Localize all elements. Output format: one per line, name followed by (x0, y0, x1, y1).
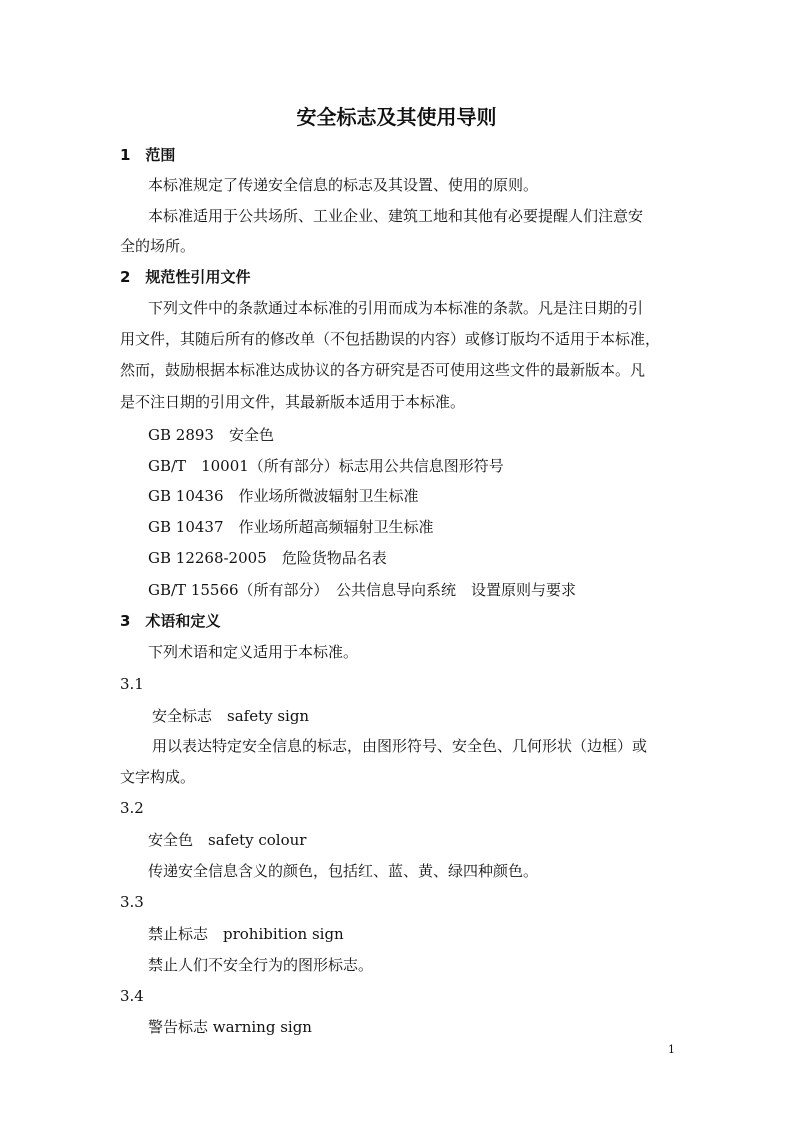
text-line: 文字构成。 (120, 768, 196, 786)
document-title: 安全标志及其使用导则 (296, 105, 497, 129)
text-line: 本标准适用于公共场所、工业企业、建筑工地和其他有必要提醒人们注意安 (148, 207, 644, 225)
text-line: 全的场所。 (120, 237, 196, 255)
text-line: 是不注日期的引用文件，其最新版本适用于本标准。 (120, 393, 466, 411)
text-line: 3.3 (120, 893, 144, 911)
text-line: GB 10436 作业场所微波辐射卫生标准 (148, 487, 419, 505)
text-line: GB/T 10001（所有部分）标志用公共信息图形符号 (148, 457, 504, 475)
text-line: 安全色 safety colour (148, 831, 307, 849)
text-line: 然而，鼓励根据本标准达成协议的各方研究是否可使用这些文件的最新版本。凡 (120, 361, 646, 379)
text-line: 下列术语和定义适用于本标准。 (148, 643, 359, 661)
text-line: GB/T 15566（所有部分） 公共信息导向系统 设置原则与要求 (148, 581, 577, 599)
text-line: GB 2893 安全色 (148, 426, 274, 444)
text-line: GB 10437 作业场所超高频辐射卫生标准 (148, 518, 434, 536)
section-heading: 3 术语和定义 (120, 612, 221, 630)
text-line: 安全标志 safety sign (152, 707, 310, 725)
text-line: 下列文件中的条款通过本标准的引用而成为本标准的条款。凡是注日期的引 (148, 299, 644, 317)
page-number: 1 (668, 1043, 675, 1056)
text-line: 本标准规定了传递安全信息的标志及其设置、使用的原则。 (148, 176, 539, 194)
text-line: GB 12268-2005 危险货物品名表 (148, 549, 387, 567)
text-line: 3.1 (120, 675, 144, 693)
section-heading: 1 范围 (120, 146, 176, 164)
text-line: 禁止标志 prohibition sign (148, 925, 344, 943)
text-line: 禁止人们不安全行为的图形标志。 (148, 956, 374, 974)
text-line: 3.2 (120, 799, 144, 817)
text-line: 用文件，其随后所有的修改单（不包括勘误的内容）或修订版均不适用于本标准， (120, 330, 661, 348)
text-line: 警告标志 warning sign (148, 1018, 312, 1036)
text-line: 传递安全信息含义的颜色，包括红、蓝、黄、绿四种颜色。 (148, 862, 539, 880)
section-heading: 2 规范性引用文件 (120, 268, 251, 286)
text-line: 3.4 (120, 987, 144, 1005)
text-line: 用以表达特定安全信息的标志，由图形符号、安全色、几何形状（边框）或 (152, 737, 648, 755)
